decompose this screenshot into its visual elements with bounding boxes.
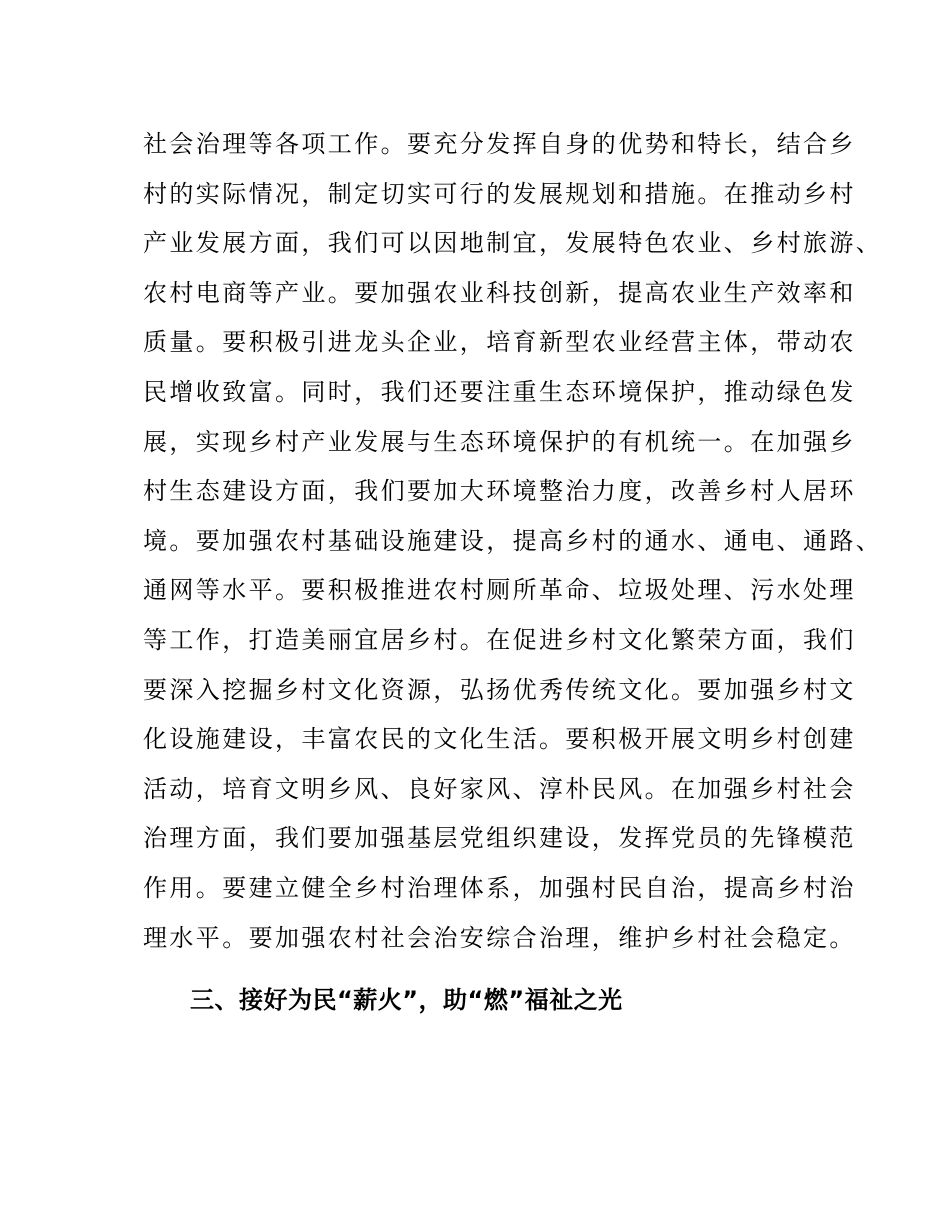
text-line: 产业发展方面，我们可以因地制宜，发展特色农业、乡村旅游、 (143, 229, 883, 258)
text-line: 通网等水平。要积极推进农村厕所革命、垃圾处理、污水处理 (143, 576, 856, 605)
text-line: 质量。要积极引进龙头企业，培育新型农业经营主体，带动农 (143, 328, 856, 357)
text-line: 村的实际情况，制定切实可行的发展规划和措施。在推动乡村 (143, 179, 856, 208)
text-line: 展，实现乡村产业发展与生态环境保护的有机统一。在加强乡 (143, 427, 856, 456)
text-line: 作用。要建立健全乡村治理体系，加强村民自治，提高乡村治 (143, 873, 856, 902)
text-line: 境。要加强农村基础设施建设，提高乡村的通水、通电、通路、 (143, 526, 883, 555)
text-line: 要深入挖掘乡村文化资源，弘扬优秀传统文化。要加强乡村文 (143, 675, 856, 704)
body-paragraph (143, 120, 883, 963)
text-line: 社会治理等各项工作。要充分发挥自身的优势和特长，结合乡 (143, 130, 856, 158)
text-line: 等工作，打造美丽宜居乡村。在促进乡村文化繁荣方面，我们 (143, 625, 856, 654)
text-line: 活动，培育文明乡风、良好家风、淳朴民风。在加强乡村社会 (143, 774, 856, 803)
text-line: 民增收致富。同时，我们还要注重生态环境保护，推动绿色发 (143, 377, 856, 406)
section-heading: 三、接好为民“薪火”，助“燃”福祉之光 (190, 986, 623, 1014)
text-line: 理水平。要加强农村社会治安综合治理，维护乡村社会稳定。 (143, 923, 856, 952)
text-line: 化设施建设，丰富农民的文化生活。要积极开展文明乡村创建 (143, 725, 856, 754)
text-line: 治理方面，我们要加强基层党组织建设，发挥党员的先锋模范 (143, 824, 856, 853)
text-line: 农村电商等产业。要加强农业科技创新，提高农业生产效率和 (143, 278, 856, 307)
text-line: 村生态建设方面，我们要加大环境整治力度，改善乡村人居环 (143, 477, 856, 506)
